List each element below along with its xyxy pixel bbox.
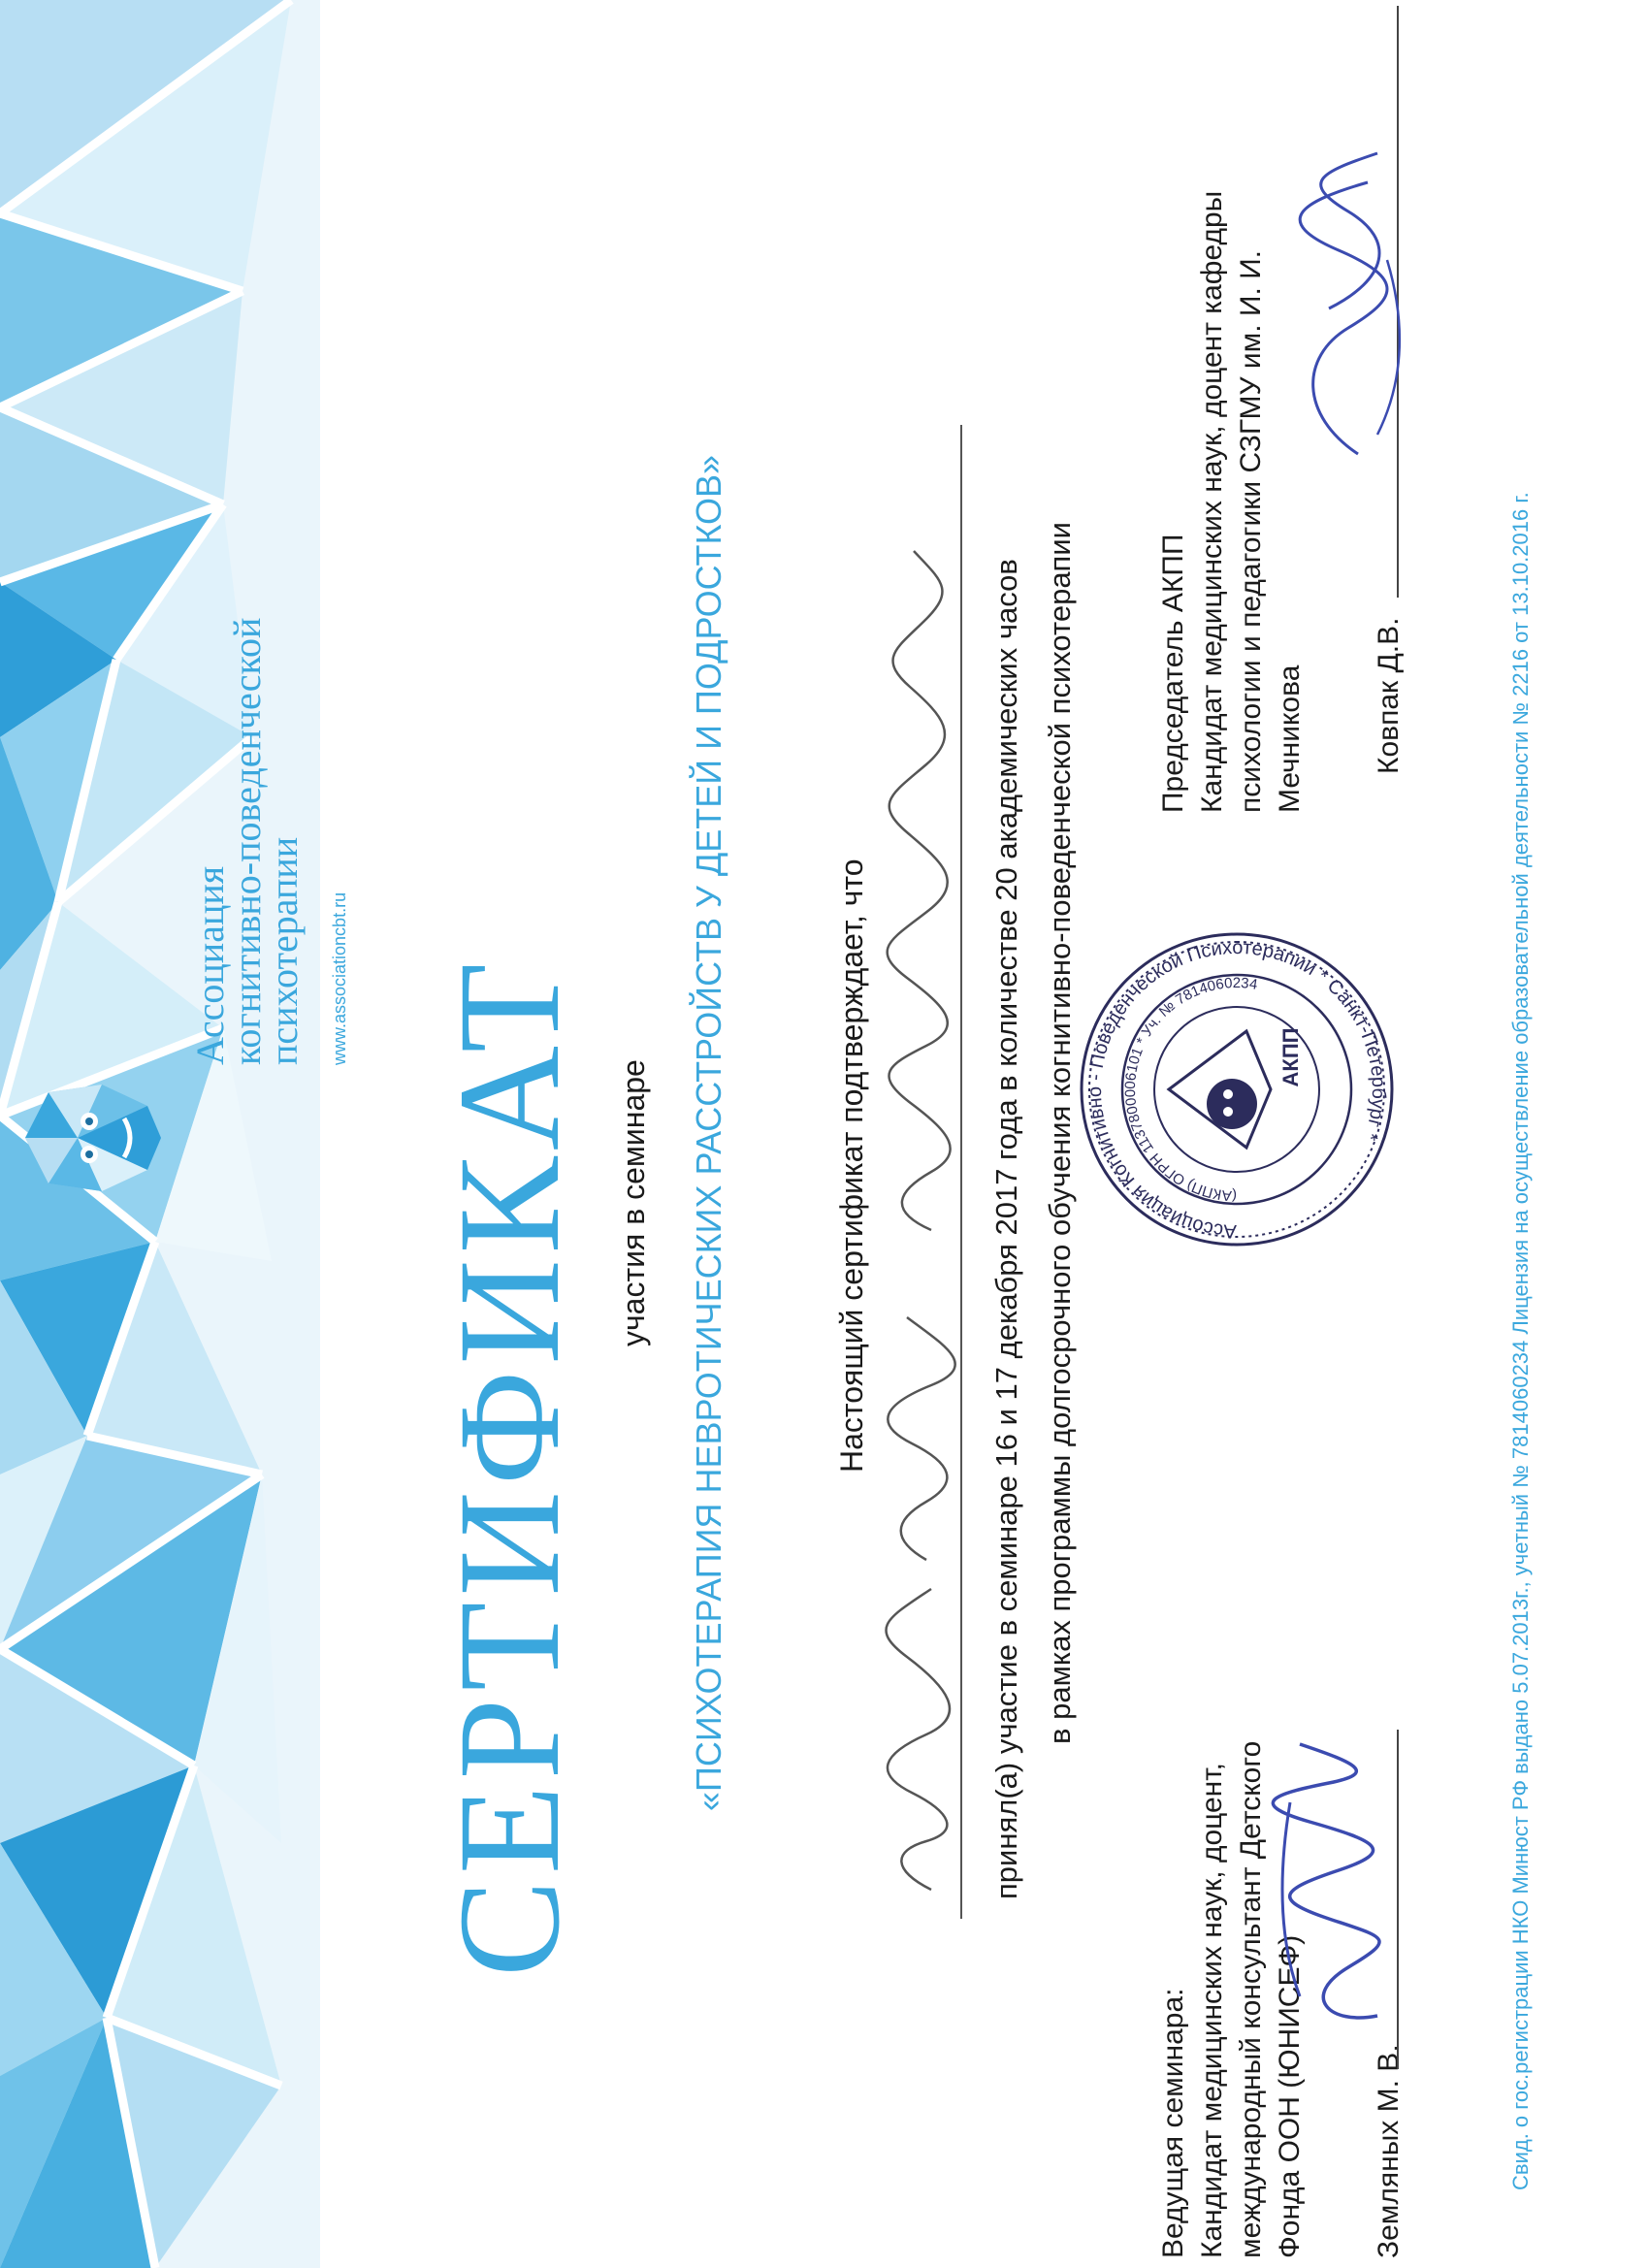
stamp-outer-text: Ассоциация Когнитивно - Поведенческой Психотерапии * Санкт-Петербург * <box>1083 936 1390 1243</box>
organization-name-line2: когнитивно-поведенческой <box>225 617 269 1065</box>
certificate-title: СЕРТИФИКАТ <box>429 957 590 1977</box>
seminar-lead-name: Земляных М. В. <box>1373 2044 1405 2258</box>
chair-block <box>1154 114 1310 813</box>
participation-text-line2: в рамках программы долгосрочного обучения когнитивно-поведенческой психотерапии <box>1043 522 1077 1744</box>
chair-name: Ковпак Д.В. <box>1373 617 1405 774</box>
organization-name-line3: психотерапии <box>262 836 306 1065</box>
organization-website[interactable]: www.associationcbt.ru <box>330 891 349 1065</box>
seminar-lead-credentials: Кандидат медицинских наук, доцент, международный консультант Детского Фонда ООН (ЮНИСЕФ) <box>1196 1740 1306 2258</box>
confirmation-text: Настоящий сертификат подтверждает, что <box>834 859 869 1473</box>
participation-text-line1: принял(а) участие в семинаре 16 и 17 декабря 2017 года в количестве 20 академических часов <box>989 559 1023 1899</box>
participant-name-underline <box>960 425 962 1919</box>
chair-signature <box>1290 144 1426 473</box>
certificate-subtitle: участия в семинаре <box>616 1059 651 1346</box>
seminar-lead-role: Ведущая семинара: <box>1157 1988 1189 2258</box>
registration-footer: Свид. о гос.регистрации НКО Минюст РФ выдано 5.07.2013г., учетный № 7814060234 Лицензия на осуществление образовательной деятельности № 2216 от 13.10.2016 г. <box>1508 492 1533 2190</box>
participant-name-handwritten <box>873 454 960 1909</box>
organization-name <box>188 561 306 1065</box>
chair-role: Председатель АКПП <box>1157 534 1189 813</box>
chair-credentials: Кандидат медицинских наук, доцент кафедры психологии и педагогики СЗГМУ им. И. И. Мечникова <box>1196 190 1306 813</box>
seminar-name: «ПСИХОТЕРАПИЯ НЕВРОТИЧЕСКИХ РАССТРОЙСТВ У ДЕТЕЙ И ПОДРОСТКОВ» <box>689 454 728 1812</box>
stamp-inner-text: (АКПП) ОГРН 1137800006101 * Уч. № 7814060234 <box>1121 974 1259 1205</box>
organization-stamp <box>1077 929 1397 1249</box>
organization-name-line1: Ассоциация <box>188 865 232 1065</box>
seminar-lead-signature <box>1242 1725 1406 2055</box>
organization-logo <box>19 1075 165 1201</box>
stamp-center-label: АКПП <box>1278 1027 1303 1087</box>
